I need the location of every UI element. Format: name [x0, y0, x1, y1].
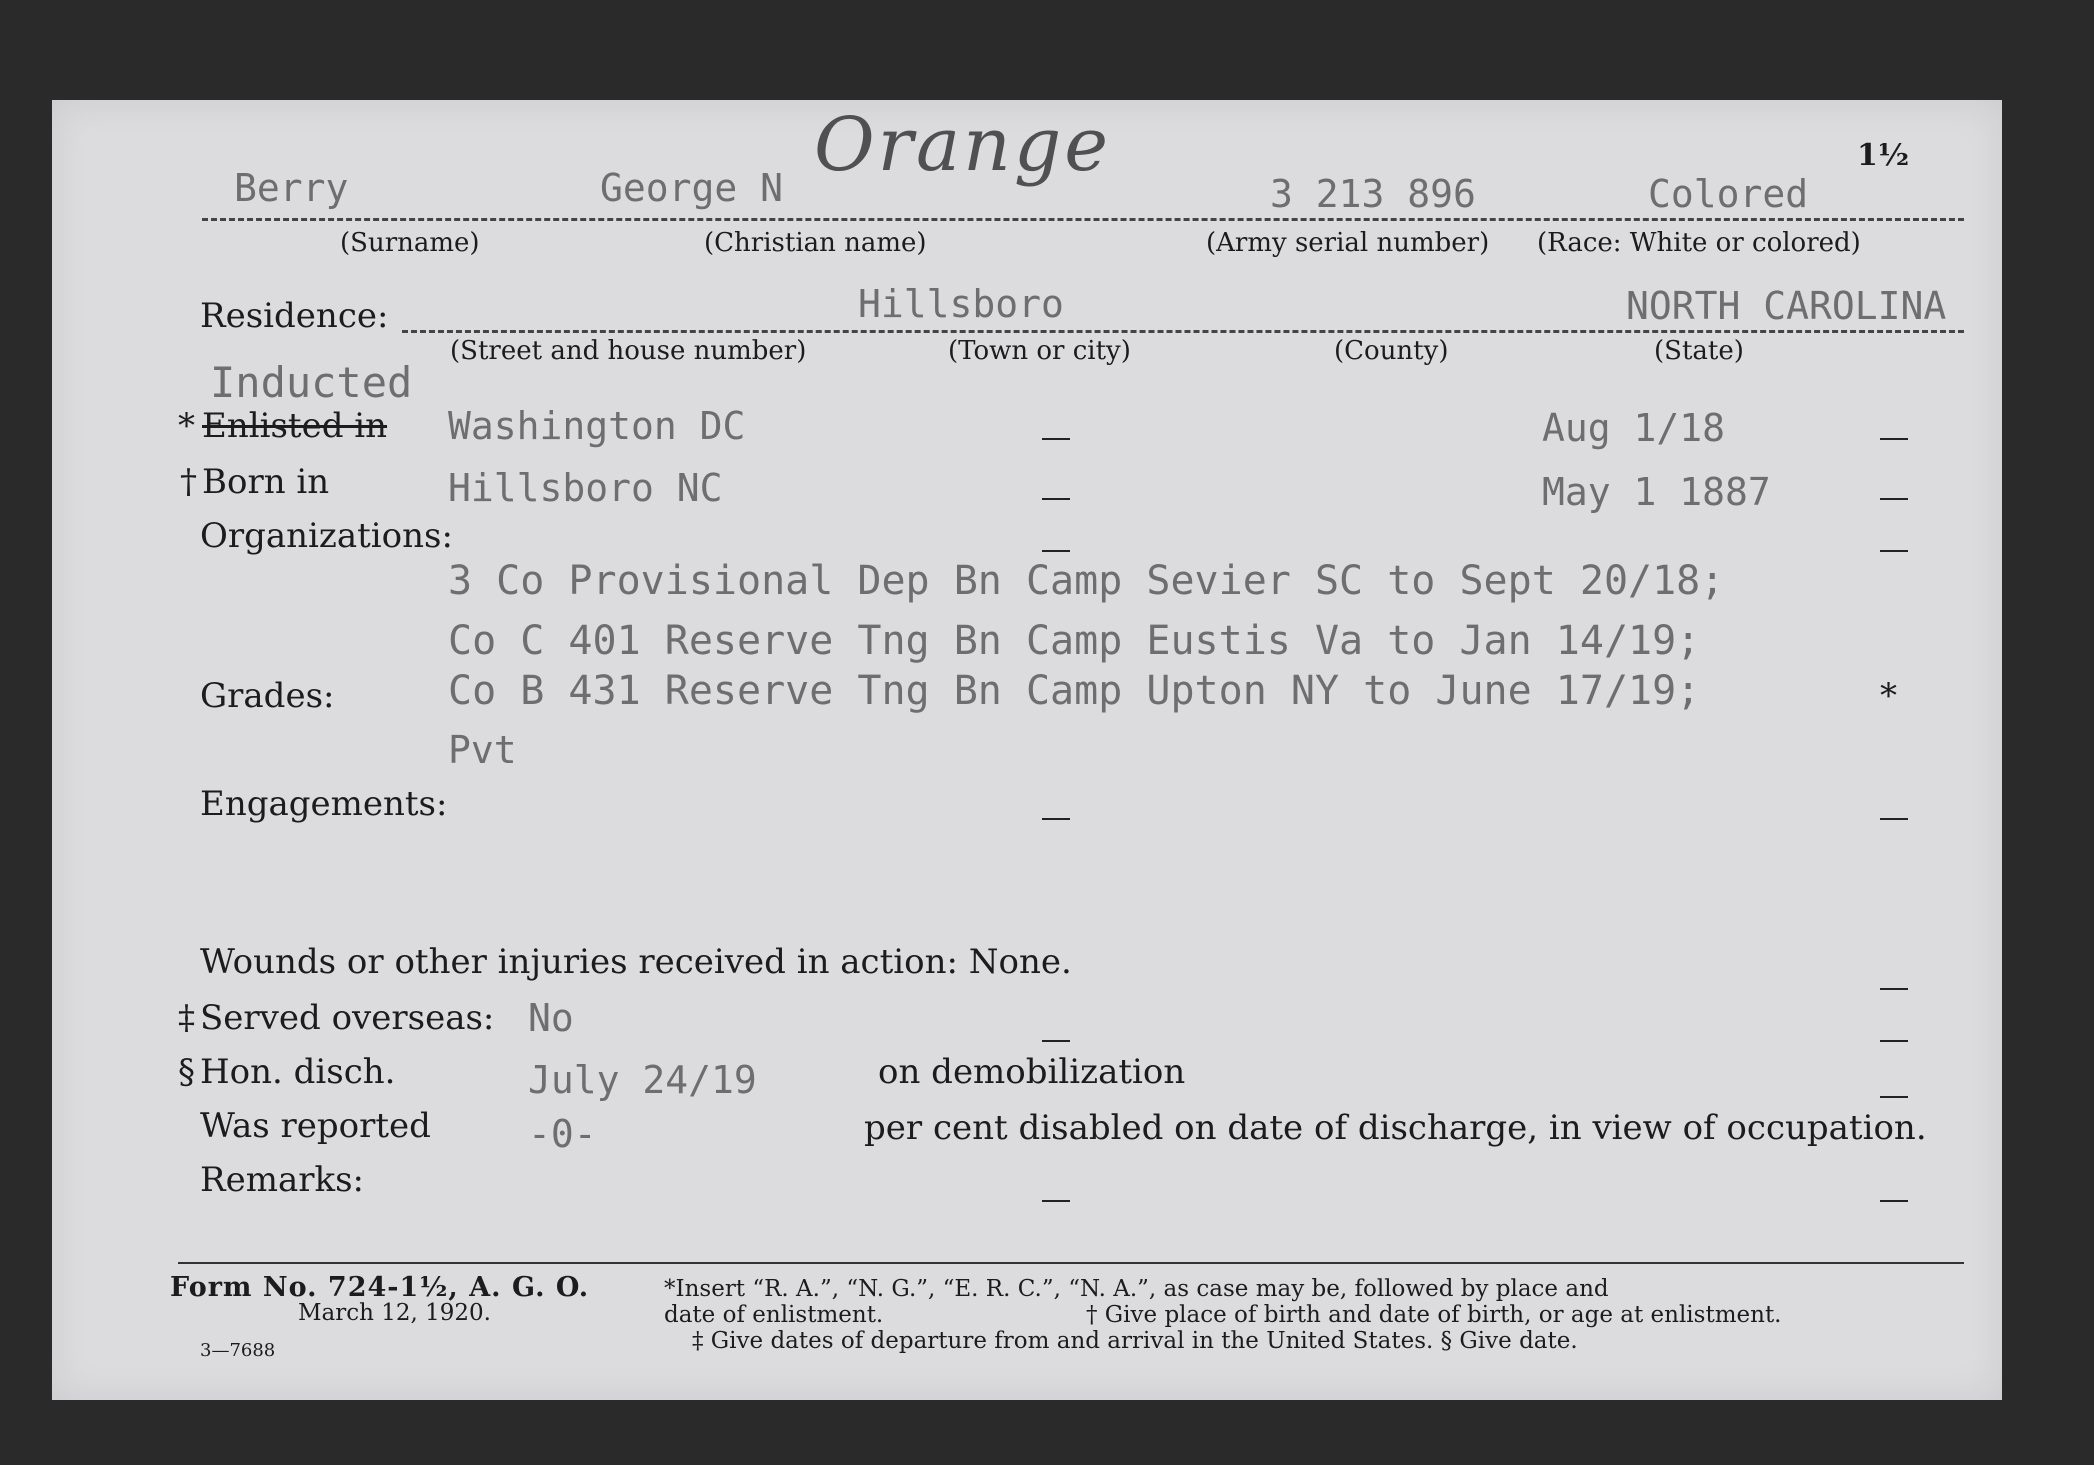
footnote-line-3: ‡ Give dates of departure from and arrival in the United States. § Give date.	[692, 1328, 1578, 1354]
county-label: (County)	[1334, 336, 1449, 366]
race-label: (Race: White or colored)	[1537, 228, 1861, 258]
form-number: Form No. 724-1½, A. G. O.	[170, 1272, 590, 1303]
inducted-value: Inducted	[210, 358, 413, 407]
print-code: 3—7688	[200, 1340, 276, 1361]
header-line	[202, 218, 1964, 221]
organization-line: Co C 401 Reserve Tng Bn Camp Eustis Va to Jan 14/19;	[448, 618, 1701, 664]
star-mark: *	[178, 406, 195, 446]
footnote-line-2a: date of enlistment.	[664, 1302, 884, 1328]
disability-value: -0-	[528, 1112, 597, 1156]
blank-dash	[1042, 818, 1070, 820]
discharge-date: July 24/19	[528, 1058, 757, 1102]
blank-dash	[1042, 498, 1070, 500]
organization-line: Co B 431 Reserve Tng Bn Camp Upton NY to June 17/19;	[448, 668, 1701, 714]
corner-mark: 1½	[1857, 138, 1910, 173]
overseas-value: No	[528, 996, 574, 1040]
footnote-line-1: *Insert “R. A.”, “N. G.”, “E. R. C.”, “N. A.”, as case may be, followed by place and	[664, 1276, 1609, 1302]
race-value: Colored	[1648, 172, 1809, 216]
birth-date: May 1 1887	[1542, 470, 1771, 514]
reported-label: Was reported	[200, 1106, 431, 1146]
surname-label: (Surname)	[340, 228, 480, 258]
blank-dash	[1880, 1200, 1908, 1202]
ddagger-mark: ‡	[178, 998, 195, 1038]
christian-name-value: George N	[600, 166, 784, 210]
blank-dash	[1880, 438, 1908, 440]
organizations-label: Organizations:	[200, 516, 453, 556]
residence-state: NORTH CAROLINA	[1626, 284, 1947, 328]
discharge-label: Hon. disch.	[200, 1052, 396, 1092]
birth-place: Hillsboro NC	[448, 466, 723, 510]
dagger-mark: †	[180, 462, 197, 502]
state-label: (State)	[1654, 336, 1744, 366]
disability-text: per cent disabled on date of discharge, in view of occupation.	[864, 1108, 1927, 1148]
grade-value: Pvt	[448, 728, 517, 772]
grades-label: Grades:	[200, 676, 335, 716]
surname-value: Berry	[234, 166, 349, 210]
christian-name-label: (Christian name)	[704, 228, 927, 258]
service-record-card	[52, 100, 2002, 1400]
enlisted-label: Enlisted in	[202, 406, 388, 446]
remarks-label: Remarks:	[200, 1160, 364, 1200]
engagements-label: Engagements:	[200, 784, 448, 824]
blank-dash	[1042, 550, 1070, 552]
serial-number-value: 3 213 896	[1270, 172, 1476, 216]
serial-label: (Army serial number)	[1206, 228, 1490, 258]
blank-dash	[1880, 1040, 1908, 1042]
residence-label: Residence:	[200, 296, 389, 336]
residence-town: Hillsboro	[858, 282, 1064, 326]
blank-dash	[1880, 818, 1908, 820]
street-label: (Street and house number)	[450, 336, 807, 366]
footer-rule	[178, 1262, 1964, 1264]
blank-dash	[1042, 1040, 1070, 1042]
residence-line	[402, 330, 1964, 333]
blank-dash	[1880, 550, 1908, 552]
born-label: Born in	[202, 462, 330, 502]
blank-dash	[1042, 1200, 1070, 1202]
county-handwritten: Orange	[814, 102, 1111, 188]
star-mark: *	[1880, 676, 1897, 716]
form-date: March 12, 1920.	[298, 1300, 491, 1326]
blank-dash	[1880, 988, 1908, 990]
footnote-line-2b: † Give place of birth and date of birth, or age at enlistment.	[1086, 1302, 1782, 1328]
discharge-reason: on demobilization	[878, 1052, 1186, 1092]
enlistment-place: Washington DC	[448, 404, 746, 448]
blank-dash	[1880, 1096, 1908, 1098]
enlistment-date: Aug 1/18	[1542, 406, 1726, 450]
overseas-label: Served overseas:	[200, 998, 495, 1038]
section-mark: §	[178, 1052, 195, 1092]
town-label: (Town or city)	[948, 336, 1131, 366]
wounds-line: Wounds or other injuries received in action: None.	[200, 942, 1072, 982]
organization-line: 3 Co Provisional Dep Bn Camp Sevier SC to Sept 20/18;	[448, 558, 1725, 604]
blank-dash	[1880, 498, 1908, 500]
blank-dash	[1042, 438, 1070, 440]
